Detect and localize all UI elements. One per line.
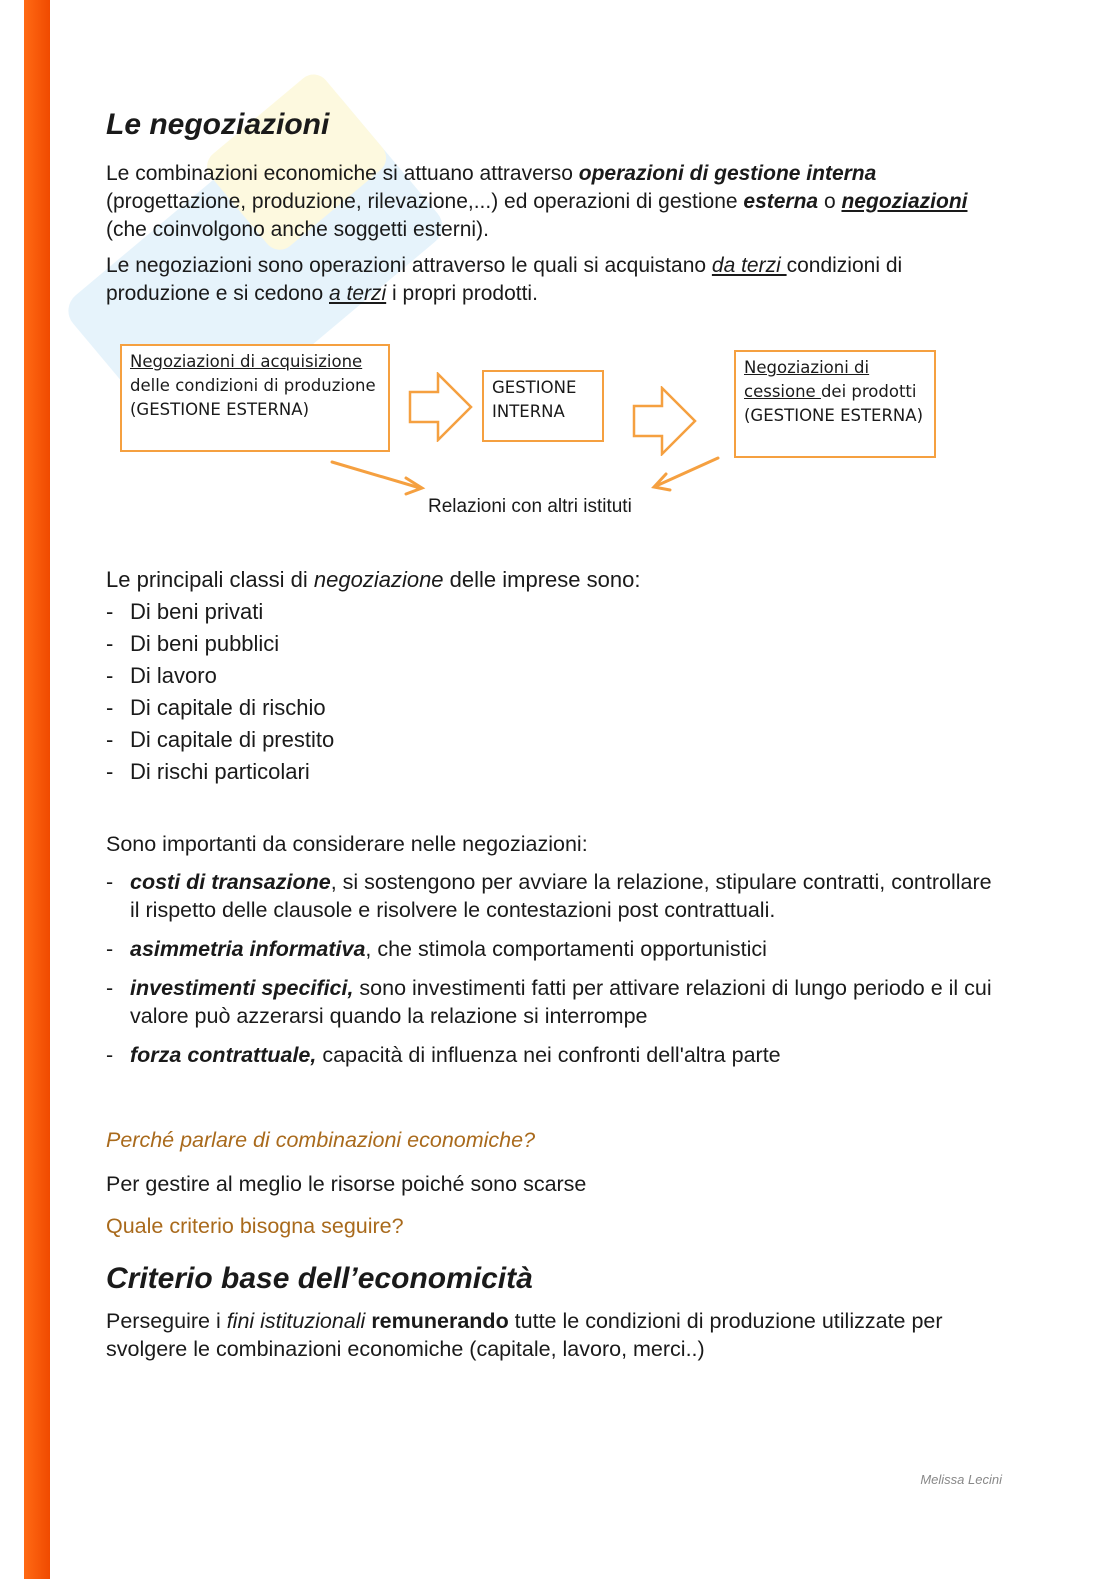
box-text: dei prodotti: [820, 382, 917, 401]
text: Le principali classi di: [106, 567, 314, 592]
box-line: (GESTIONE ESTERNA): [130, 400, 310, 419]
list-item: [106, 628, 334, 660]
bold-term: asimmetria informativa: [130, 937, 366, 961]
text: (che coinvolgono anche soggetti esterni).: [106, 218, 489, 241]
question-criterio: Quale criterio bisogna seguire?: [106, 1214, 404, 1238]
paragraph-combinazioni: [106, 160, 1006, 244]
list-item-text: Di lavoro: [130, 663, 217, 688]
text: , che stimola comportamenti opportunistici: [365, 937, 767, 961]
dash-icon: -: [106, 937, 114, 961]
dash-icon: -: [106, 870, 114, 894]
bold-term: negoziazioni: [841, 190, 968, 213]
text: i propri prodotti.: [386, 282, 538, 305]
text: condizioni di produzione e si cedono: [106, 254, 903, 305]
text: (progettazione, produzione, rilevazione,...) ed operazioni di gestione: [106, 190, 744, 213]
list-item-text: Di capitale di prestito: [130, 727, 335, 752]
arrow-line: [332, 462, 420, 488]
box-line: [744, 380, 926, 404]
list-item-text: Di capitale di rischio: [130, 695, 326, 720]
box-cessione: [734, 350, 936, 458]
classes-list: [106, 596, 334, 788]
box-acquisizione: [120, 344, 390, 452]
heading-criterio: Criterio base dell’economicità: [106, 1262, 533, 1295]
list-item: [106, 724, 334, 756]
text: Le negoziazioni sono operazioni attraverso le quali si acquistano: [106, 254, 712, 277]
text: Le combinazioni economiche si attuano attraverso: [106, 162, 579, 185]
italic-term: fini istituzionali: [226, 1309, 366, 1333]
list-item: [106, 868, 1006, 924]
relation-arrows: [320, 452, 740, 496]
classes-intro: [106, 566, 1006, 594]
text: o: [818, 190, 842, 213]
underlined-term: da terzi: [711, 254, 787, 277]
box-text: cessione: [744, 382, 821, 401]
important-list: [106, 868, 1006, 1080]
block-arrow-right-icon: [632, 386, 698, 456]
bold-term: forza contrattuale,: [130, 1043, 317, 1067]
bold-term: remunerando: [371, 1309, 509, 1333]
list-item: [106, 596, 334, 628]
bold-term: operazioni di gestione interna: [578, 162, 877, 185]
bold-term: costi di transazione: [130, 870, 331, 894]
box-line: GESTIONE: [492, 378, 577, 397]
paragraph-definizione: [106, 252, 1006, 308]
bold-term: esterna: [743, 190, 819, 213]
box-line: (GESTIONE ESTERNA): [744, 406, 924, 425]
list-item-text: Di beni privati: [130, 599, 264, 624]
dash-icon: -: [106, 631, 114, 656]
box-line: Negoziazioni di: [744, 358, 870, 377]
list-item: [106, 974, 1006, 1030]
text: capacità di influenza nei confronti dell'altra parte: [316, 1043, 781, 1067]
paragraph-criterio: [106, 1307, 986, 1363]
diagram-caption: Relazioni con altri istituti: [428, 496, 632, 517]
italic-term: negoziazione: [313, 567, 444, 592]
dash-icon: -: [106, 1043, 114, 1067]
text: tutte le condizioni di produzione utilizzate per svolgere le combinazioni economiche (capitale, lavoro, merci..): [106, 1309, 943, 1361]
box-line: Negoziazioni di acquisizione: [130, 352, 363, 371]
list-item-text: Di rischi particolari: [130, 759, 310, 784]
dash-icon: -: [106, 759, 114, 784]
answer-perche: Per gestire al meglio le risorse poiché sono scarse: [106, 1172, 587, 1196]
text: delle imprese sono:: [443, 567, 641, 592]
dash-icon: -: [106, 599, 114, 624]
list-item: [106, 935, 1006, 963]
list-item-text: [130, 1041, 781, 1069]
text: , si sostengono per avviare la relazione, stipulare contratti, controllare il rispetto delle clausole e risolvere le contestazioni post contrattuali.: [130, 870, 992, 922]
text: sono investimenti fatti per attivare relazioni di lungo periodo e il cui valore può azzerarsi quando la relazione si interrompe: [130, 976, 992, 1028]
question-perche: Perché parlare di combinazioni economiche?: [106, 1128, 536, 1152]
list-item: [106, 692, 334, 724]
box-gestione-interna: [482, 370, 604, 442]
arrow-line: [656, 458, 718, 486]
block-arrow-right-icon: [408, 372, 474, 442]
dash-icon: -: [106, 976, 114, 1000]
author-signature: Melissa Lecini: [920, 1472, 1002, 1487]
dash-icon: -: [106, 727, 114, 752]
dash-icon: -: [106, 663, 114, 688]
list-item: [106, 660, 334, 692]
text: Perseguire i: [106, 1309, 227, 1333]
list-item: [106, 756, 334, 788]
list-item-text: [130, 935, 767, 963]
dash-icon: -: [106, 695, 114, 720]
heading-negoziazioni: Le negoziazioni: [106, 108, 330, 141]
bold-term: investimenti specifici,: [130, 976, 354, 1000]
list-item-text: Di beni pubblici: [130, 631, 280, 656]
underlined-term: a terzi: [329, 282, 387, 305]
box-line: INTERNA: [492, 402, 565, 421]
important-intro: Sono importanti da considerare nelle negoziazioni:: [106, 832, 588, 856]
list-item-text: [130, 974, 1006, 1030]
list-item-text: [130, 868, 1006, 924]
list-item: [106, 1041, 1006, 1069]
box-line: delle condizioni di produzione: [130, 376, 376, 395]
